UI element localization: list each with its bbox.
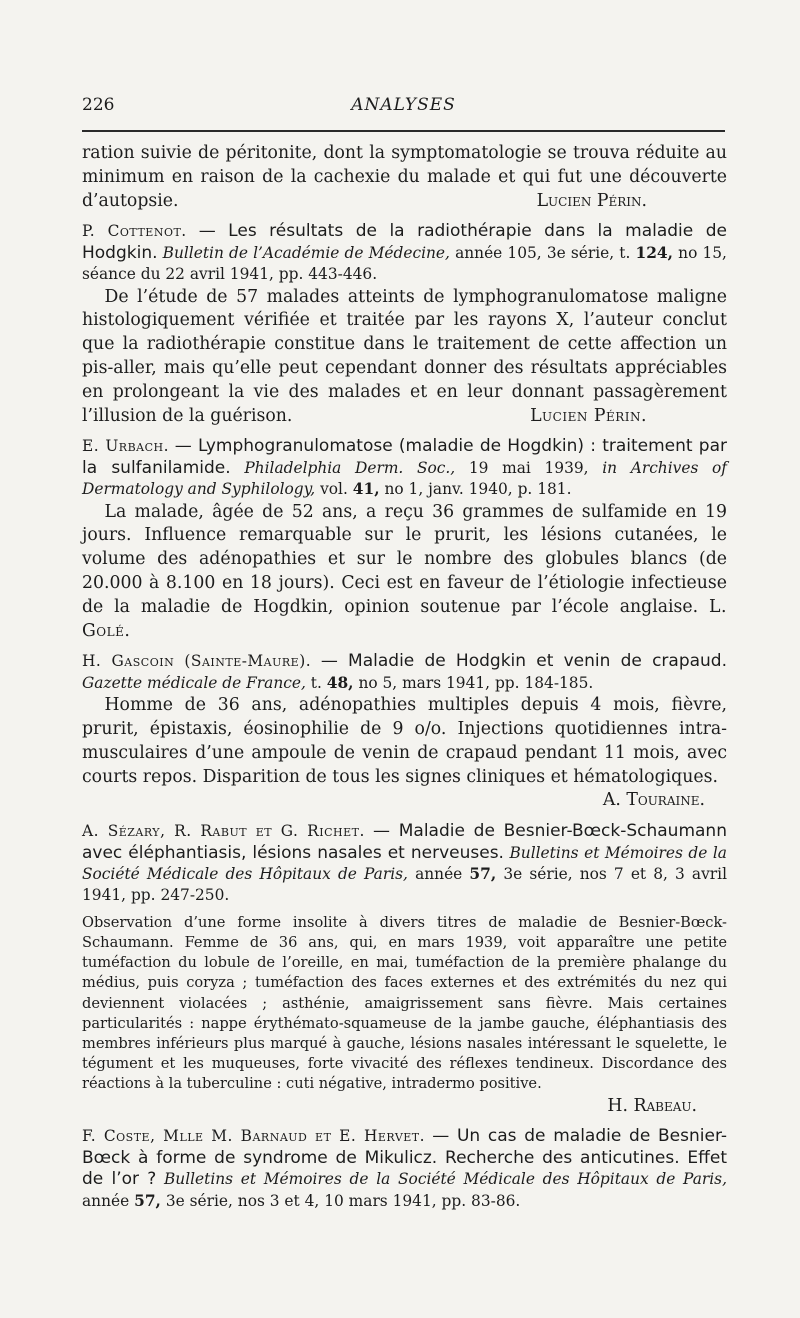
entry4-title: — Maladie de Besnier-Bœck-Schaumann avec éléphantiasis, lésions nasales et nerveuses. — [82, 821, 727, 863]
entry2-reference — [82, 436, 727, 500]
entry3-journal: Gazette médicale de France, — [82, 673, 306, 692]
entry3-signature: A. Touraine. — [602, 790, 705, 811]
entry5-details-b: 3e série, nos 3 et 4, 10 mars 1941, pp. 83-86. — [165, 1191, 521, 1210]
entry2-author: E. Urbach. — [82, 437, 170, 456]
intro-text: ration suivie de péritonite, dont la symptomatologie se trouva réduite au minimum en raison de la cachexie du malade et qui fut une découverte d’autopsie. — [82, 143, 727, 211]
entry2-title: — Lymphogranulomatose (maladie de Hogdkin) : traitement par la sulfanilamide. — [82, 436, 727, 478]
entry3-author: H. Gascoin (Sainte-Maure). — [82, 652, 312, 671]
entry4-signature: H. Rabeau. — [607, 1095, 697, 1116]
entry1-details-b: no 15, séance du 22 avril 1941, pp. 443-446. — [82, 243, 727, 284]
entry3-volume: 48, — [326, 673, 354, 692]
entry5-author: F. Coste, Mlle M. Barnaud et E. Hervet. — [82, 1127, 426, 1146]
entry2-archives: in Archives of Dermatology and Syphilology, — [82, 458, 727, 499]
entry1-details-a: année 105, 3e série, t. — [455, 243, 631, 262]
entry5-title: — Un cas de maladie de Besnier-Bœck à forme de syndrome de Mikulicz. Recherche des anticutines. Effet de l’or ? — [82, 1126, 727, 1190]
entry1-body-text: De l’étude de 57 malades atteints de lymphogranulomatose maligne histologiquement vérifiée et traitée par les rayons X, l’auteur conclut que la radiothérapie constitue dans le traitement de cette affection un pis-aller, mais qu’elle peut cependant donner des résultats appréciables en prolongeant la vie des malades et en leur donnant passagèrement l’illusion de la guérison. — [82, 286, 727, 426]
entry1-signature: Lucien Périn. — [530, 405, 647, 426]
entry3-reference — [82, 651, 727, 694]
entry4-journal: Bulletins et Mémoires de la Société Médicale des Hôpitaux de Paris, — [82, 843, 727, 883]
entry5-volume: 57, — [134, 1191, 161, 1210]
entry2-signature: L. Golé. — [82, 596, 727, 641]
entry3-details-a: t. — [310, 673, 322, 692]
running-head: ANALYSES — [351, 95, 456, 115]
intro-paragraph — [82, 142, 727, 213]
entry5-reference — [82, 1126, 727, 1212]
entry1-author: P. Cottenot. — [82, 222, 187, 241]
entry4-details-b: 3e série, nos 7 et 8, 3 avril 1941, pp. 247-250. — [82, 865, 727, 905]
entry2-details-c: no 1, janv. 1940, p. 181. — [384, 480, 572, 499]
header-rule — [82, 130, 725, 132]
entry1-volume: 124, — [635, 243, 674, 262]
entry3-title: — Maladie de Hodgkin et venin de crapaud. — [320, 651, 728, 672]
entry2-body — [82, 501, 727, 644]
page-header — [82, 95, 725, 117]
entry2-body-text: La malade, âgée de 52 ans, a reçu 36 grammes de sulfamide en 19 jours. Influence remarquable sur le prurit, les lésions cutanées, le volume des adénopathies et sur le nombre des globules blancs (de 20.000 à 8.100 en 18 jours). Ceci est en faveur de l’étiologie infectieuse de la maladie de Hogdkin, opinion soutenue par l’école anglaise. — [82, 501, 727, 617]
entry4-reference — [82, 821, 727, 907]
entry3-details-b: no 5, mars 1941, pp. 184-185. — [358, 673, 594, 692]
entry4-details-a: année — [415, 865, 463, 883]
intro-signature: Lucien Périn. — [536, 190, 647, 211]
entry1-body — [82, 286, 727, 429]
entry4-body-text: Observation d’une forme insolite à divers titres de maladie de Besnier-Bœck-Schaumann. Femme de 36 ans, qui, en mars 1939, voit apparaître une petite tuméfaction du lobule de l’oreille, en mai, tuméfaction de la première phalange du médius, puis coryza ; tuméfaction des faces externes et des extrémités du nez qui deviennent violacées ; asthénie, amaigrissement sans fièvre. Mais certaines particularités : nappe érythémato-squameuse de la jambe gauche, éléphantiasis des membres inférieurs plus marqué à gauche, lésions nasales intéressant le squelette, le tégument et les muqueuses, forte vivacité des réflexes tendineux. Discordance des réactions à la tuberculine : cuti négative, intradermo positive. — [82, 913, 727, 1093]
entry1-title: — Les résultats de la radiothérapie dans la maladie de Hodgkin. — [82, 221, 727, 263]
entry3-body — [82, 694, 727, 789]
entry2-volume: 41, — [352, 480, 380, 499]
page-number: 226 — [82, 95, 115, 115]
entry2-journal: Philadelphia Derm. Soc., — [244, 458, 456, 477]
entry4-body — [82, 913, 727, 1095]
entry2-details-a: 19 mai 1939, — [468, 458, 589, 477]
entry4-author: A. Sézary, R. Rabut et G. Richet. — [82, 822, 365, 841]
entry1-reference — [82, 221, 727, 285]
entry5-journal: Bulletins et Mémoires de la Société Médicale des Hôpitaux de Paris, — [163, 1170, 727, 1189]
entry4-volume: 57, — [469, 865, 497, 883]
entry3-body-text: Homme de 36 ans, adénopathies multiples depuis 4 mois, fièvre, prurit, épistaxis, éosinophilie de 9 o/o. Injections quotidiennes intra-musculaires d’une ampoule de venin de crapaud pendant 11 mois, avec courts repos. Disparition de tous les signes cliniques et hématologiques. — [82, 695, 727, 787]
entry5-details-a: année — [82, 1191, 130, 1210]
entry1-journal: Bulletin de l’Académie de Médecine, — [162, 243, 450, 262]
entry2-details-b: vol. — [320, 480, 348, 499]
page-content — [82, 142, 727, 1212]
